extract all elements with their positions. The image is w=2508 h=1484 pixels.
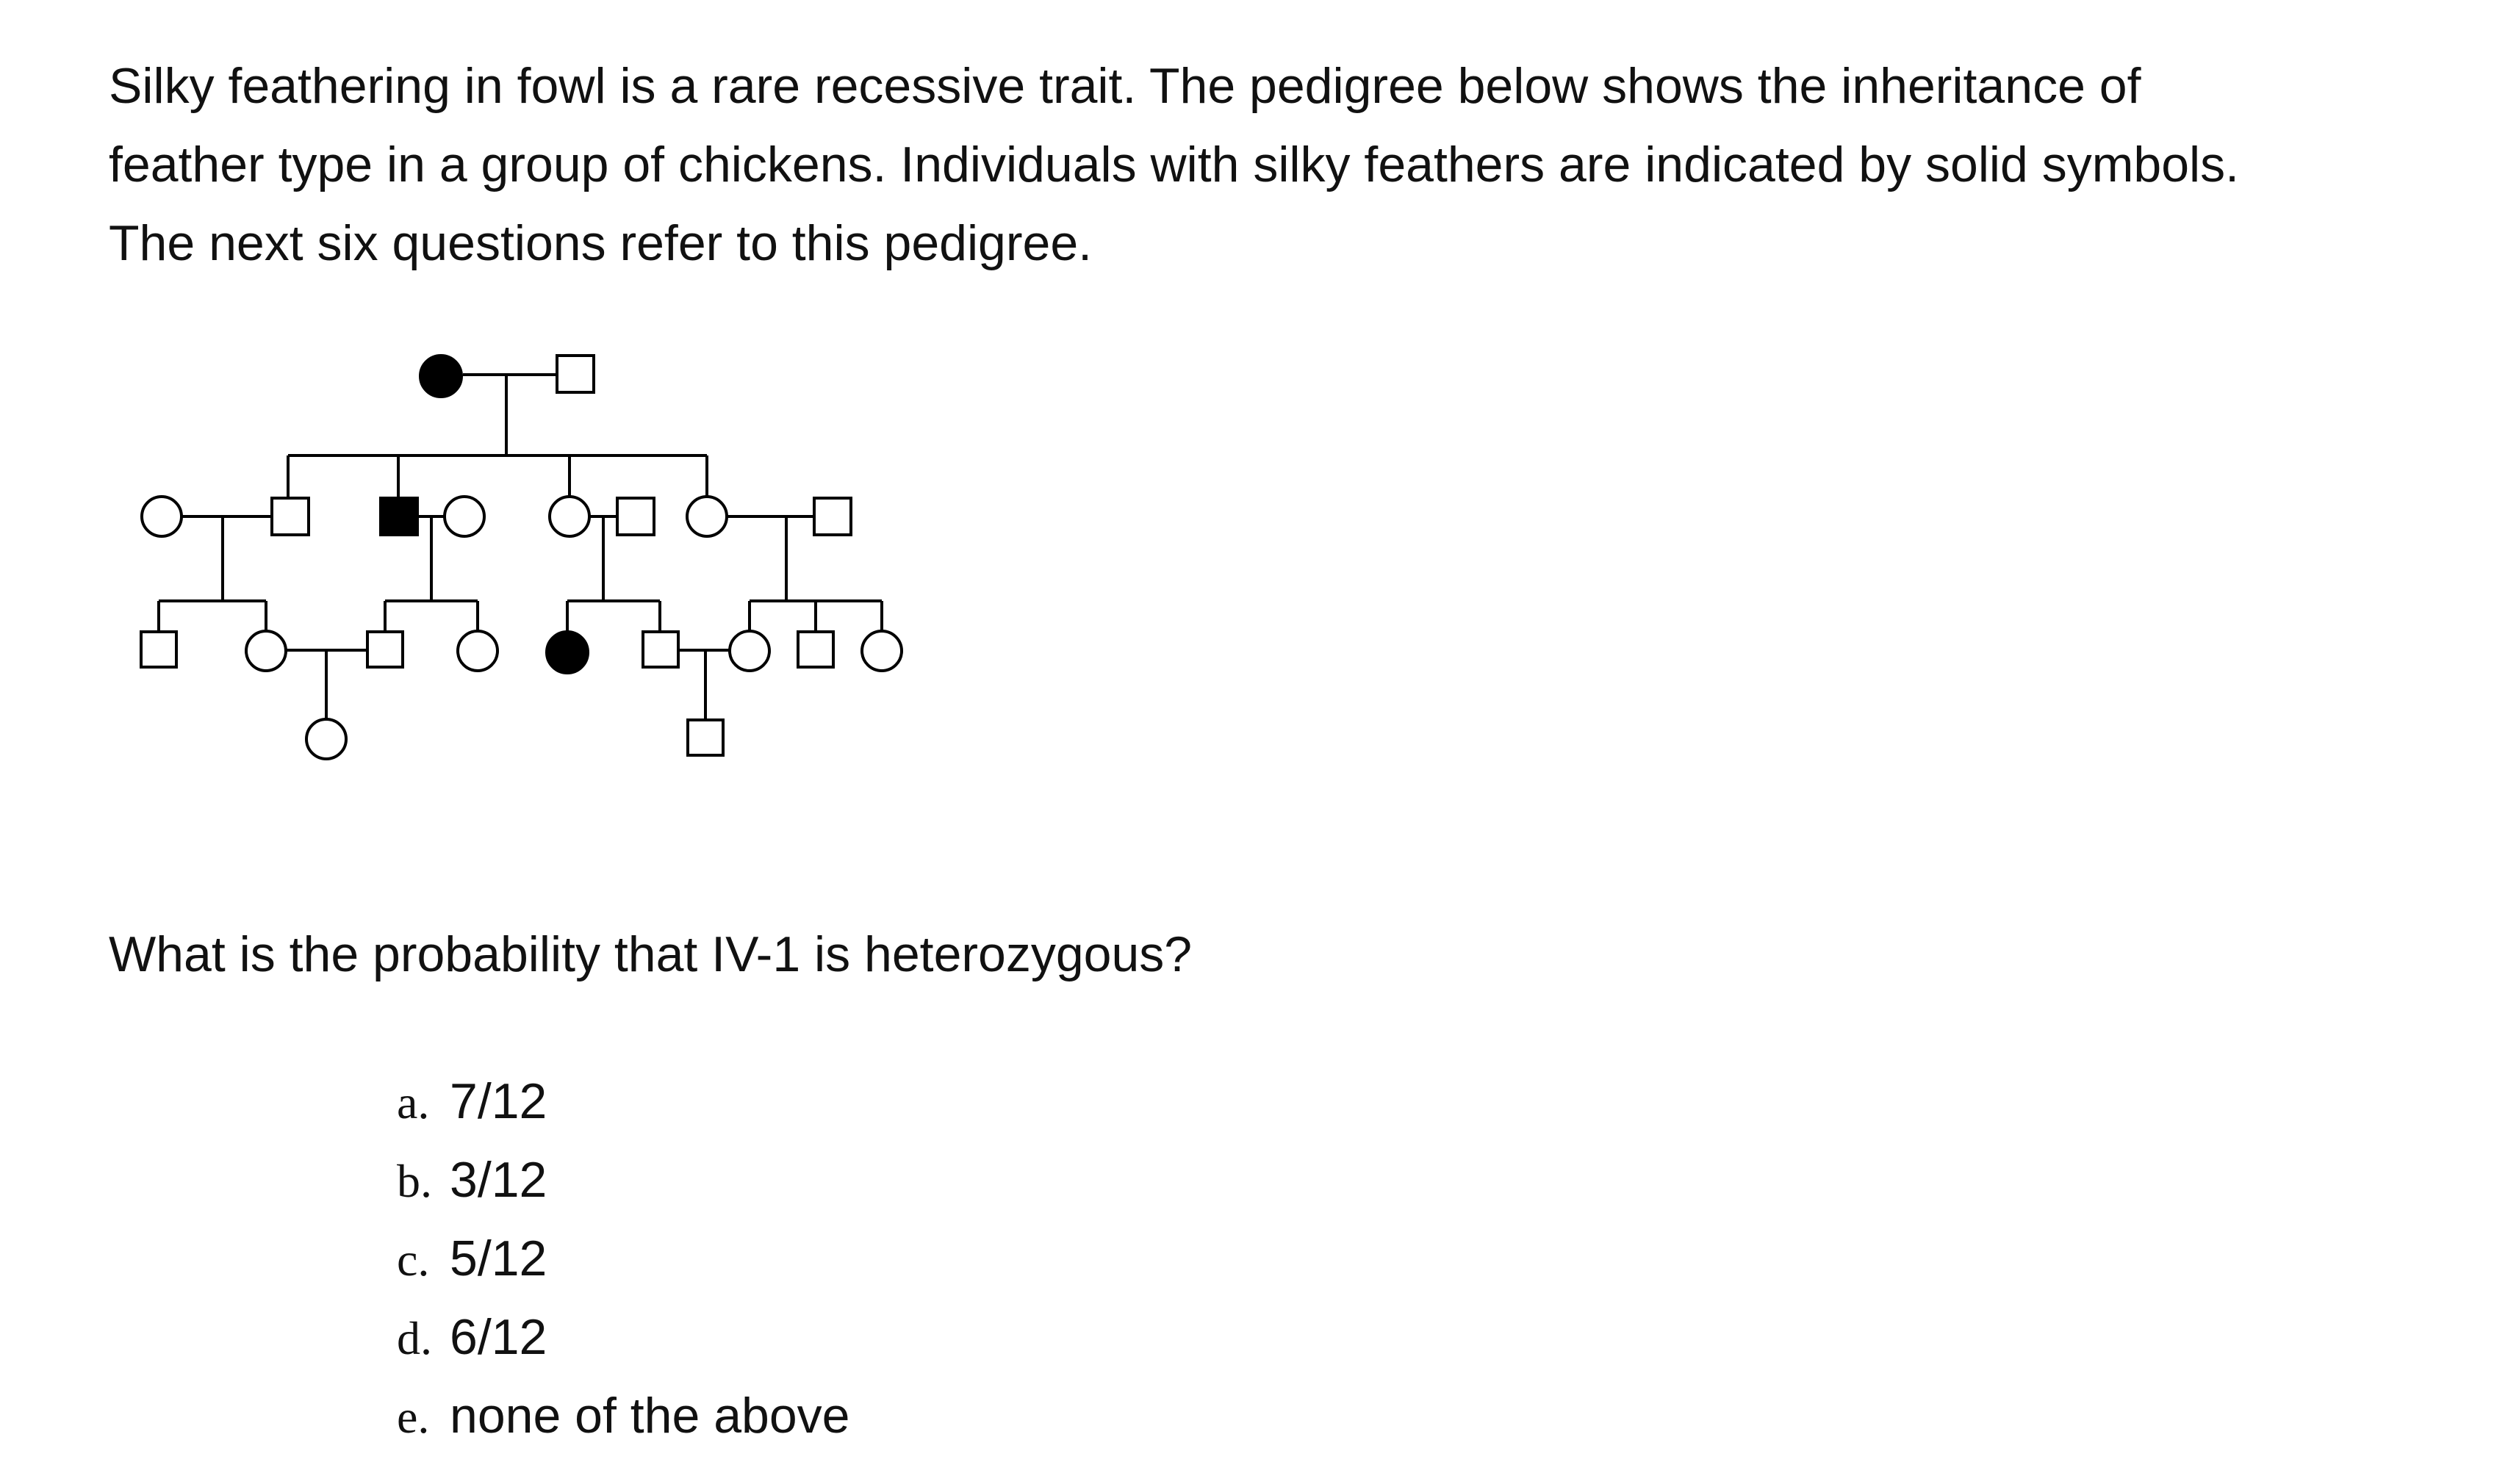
gen4-female — [306, 719, 346, 759]
option-c[interactable] — [397, 1220, 849, 1298]
gen4-male — [688, 720, 723, 755]
option-e[interactable] — [397, 1377, 849, 1455]
option-b[interactable] — [397, 1141, 849, 1220]
gen3-female — [458, 631, 497, 671]
gen2-male — [814, 498, 851, 535]
intro-line-1: Silky feathering in fowl is a rare recessive trait. The pedigree below shows the inheritance of — [109, 58, 2141, 114]
option-letter: e. — [397, 1391, 430, 1443]
option-a[interactable] — [397, 1062, 849, 1141]
intro-line-2: feather type in a group of chickens. Individuals with silky feathers are indicated by solid symbols. — [109, 137, 2240, 192]
gen3-male — [141, 632, 176, 667]
option-letter: a. — [397, 1076, 430, 1128]
option-text: 7/12 — [450, 1073, 547, 1129]
gen1-female-affected — [420, 356, 461, 397]
gen3-male — [643, 632, 678, 667]
option-d[interactable] — [397, 1298, 849, 1377]
gen2-female — [687, 497, 727, 536]
gen3-female — [730, 631, 769, 671]
answer-options — [397, 1062, 849, 1455]
gen2-male — [272, 498, 309, 535]
gen2-female — [550, 497, 589, 536]
gen3-female-affected — [547, 632, 588, 673]
gen2-male-affected — [381, 498, 417, 535]
gen3-male — [367, 632, 403, 667]
gen3-male — [798, 632, 833, 667]
option-text: 6/12 — [450, 1309, 547, 1365]
question-text: What is the probability that IV-1 is heterozygous? — [109, 926, 1193, 982]
gen1-male — [557, 356, 594, 392]
pedigree-diagram — [0, 0, 955, 808]
option-letter: c. — [397, 1233, 430, 1286]
option-text: 5/12 — [450, 1231, 547, 1286]
option-text: 3/12 — [450, 1152, 547, 1208]
option-text: none of the above — [450, 1388, 850, 1444]
gen2-female — [142, 497, 182, 536]
option-letter: d. — [397, 1312, 432, 1364]
gen2-female — [445, 497, 484, 536]
gen3-female — [862, 631, 902, 671]
gen2-male — [617, 498, 654, 535]
option-letter: b. — [397, 1155, 432, 1207]
intro-line-3: The next six questions refer to this pedigree. — [109, 215, 1093, 271]
gen3-female — [246, 631, 286, 671]
